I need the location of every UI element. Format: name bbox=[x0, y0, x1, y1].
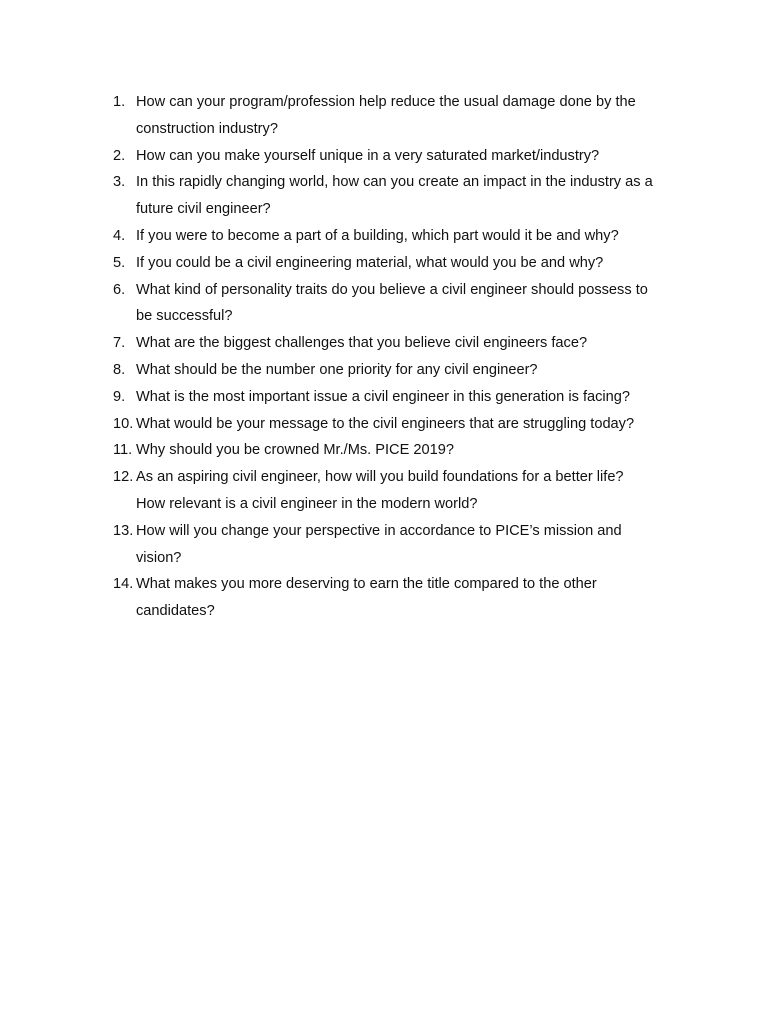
question-item bbox=[113, 411, 673, 438]
question-number: 14. bbox=[113, 576, 134, 593]
question-item bbox=[113, 277, 673, 331]
question-text bbox=[136, 518, 673, 572]
question-item bbox=[113, 384, 673, 411]
question-item bbox=[113, 437, 673, 464]
question-line: be successful? bbox=[136, 308, 233, 325]
question-text bbox=[136, 357, 673, 384]
question-item bbox=[113, 169, 673, 223]
question-number: 9. bbox=[113, 388, 126, 405]
question-line: What are the biggest challenges that you believe civil engineers face? bbox=[136, 335, 588, 352]
question-number: 5. bbox=[113, 254, 126, 271]
question-text bbox=[136, 437, 673, 464]
question-number: 6. bbox=[113, 281, 126, 298]
question-line: Why should you be crowned Mr./Ms. PICE 2019? bbox=[136, 442, 454, 459]
question-number: 1. bbox=[113, 94, 126, 110]
question-line: future civil engineer? bbox=[136, 201, 271, 218]
question-line: How can you make yourself unique in a very saturated market/industry? bbox=[136, 147, 600, 164]
question-text bbox=[136, 411, 673, 438]
question-line: What is the most important issue a civil engineer in this generation is facing? bbox=[136, 388, 630, 405]
question-number: 12. bbox=[113, 469, 134, 486]
question-list bbox=[113, 89, 673, 625]
question-line: What makes you more deserving to earn the title compared to the other bbox=[136, 576, 597, 593]
question-line: How relevant is a civil engineer in the modern world? bbox=[136, 495, 478, 512]
question-line: candidates? bbox=[136, 603, 215, 620]
question-item bbox=[113, 223, 673, 250]
question-line: What should be the number one priority for any civil engineer? bbox=[136, 361, 538, 378]
question-number: 4. bbox=[113, 227, 126, 244]
question-number: 10. bbox=[113, 415, 134, 432]
question-line: As an aspiring civil engineer, how will you build foundations for a better life? bbox=[136, 469, 624, 486]
question-line: In this rapidly changing world, how can you create an impact in the industry as a bbox=[136, 174, 653, 191]
question-item bbox=[113, 330, 673, 357]
question-text bbox=[136, 330, 673, 357]
question-text bbox=[136, 143, 673, 170]
question-item bbox=[113, 464, 673, 518]
question-line: vision? bbox=[136, 549, 182, 566]
question-line: construction industry? bbox=[136, 120, 278, 137]
question-line: What kind of personality traits do you believe a civil engineer should possess to bbox=[136, 281, 648, 298]
question-text bbox=[136, 250, 673, 277]
question-line: If you could be a civil engineering material, what would you be and why? bbox=[136, 254, 604, 271]
question-number: 8. bbox=[113, 361, 126, 378]
question-number: 2. bbox=[113, 147, 126, 164]
question-line: How can your program/profession help reduce the usual damage done by the bbox=[136, 94, 636, 110]
question-item bbox=[113, 357, 673, 384]
question-text bbox=[136, 384, 673, 411]
question-item bbox=[113, 143, 673, 170]
question-number: 11. bbox=[113, 442, 133, 459]
question-item bbox=[113, 518, 673, 572]
question-text bbox=[136, 277, 673, 331]
question-text bbox=[136, 464, 673, 518]
question-number: 7. bbox=[113, 335, 126, 352]
question-line: If you were to become a part of a building, which part would it be and why? bbox=[136, 227, 619, 244]
question-item bbox=[113, 571, 673, 625]
question-text bbox=[136, 169, 673, 223]
question-text bbox=[136, 89, 673, 143]
question-line: What would be your message to the civil engineers that are struggling today? bbox=[136, 415, 635, 432]
question-item bbox=[113, 250, 673, 277]
question-number: 13. bbox=[113, 522, 134, 539]
question-text bbox=[136, 571, 673, 625]
question-number: 3. bbox=[113, 174, 126, 191]
question-line: How will you change your perspective in accordance to PICE’s mission and bbox=[136, 522, 622, 539]
question-text bbox=[136, 223, 673, 250]
question-item bbox=[113, 89, 673, 143]
